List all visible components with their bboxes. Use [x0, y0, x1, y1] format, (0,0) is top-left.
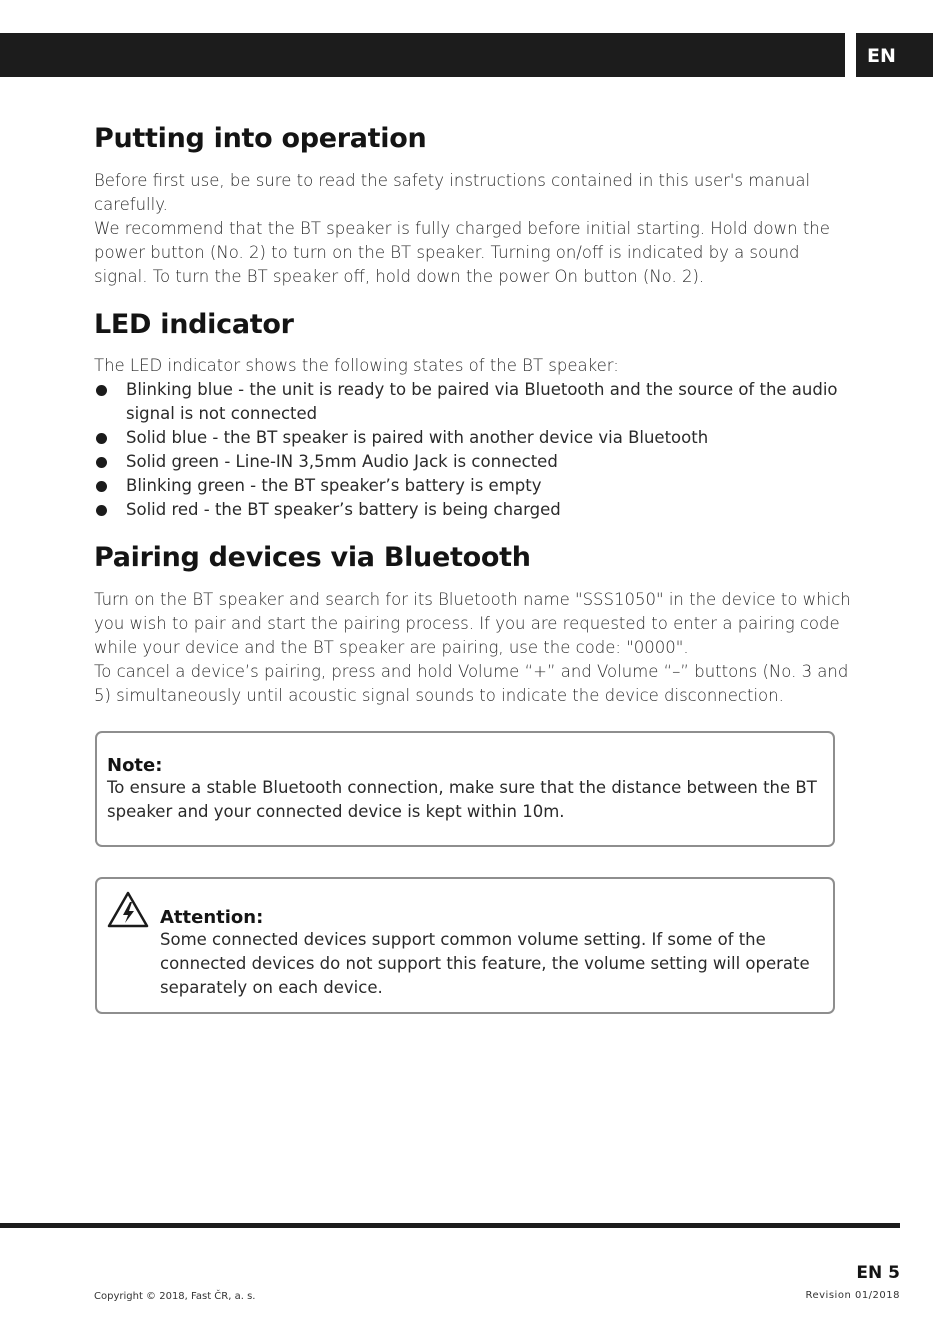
note-box — [95, 731, 835, 847]
list-item-text: Solid green - Line-IN 3,5mm Audio Jack is connected — [126, 452, 558, 471]
operation-paragraph-1: Before first use, be sure to read the safety instructions contained in this user's manual carefully. — [94, 171, 811, 214]
page-number: EN 5 — [856, 1263, 900, 1283]
header-bar — [0, 33, 845, 77]
attention-title: Attention: — [160, 907, 264, 928]
attention-box — [95, 877, 835, 1014]
list-item-text: Solid red - the BT speaker’s battery is being charged — [126, 500, 561, 519]
language-tab: EN — [856, 33, 933, 77]
list-item — [94, 450, 854, 474]
warning-triangle-icon — [107, 891, 149, 929]
operation-text — [94, 169, 854, 289]
section-title-operation: Putting into operation — [94, 123, 427, 154]
revision-text: Revision 01/2018 — [805, 1290, 900, 1301]
list-item — [94, 426, 854, 450]
bullet-icon — [96, 385, 107, 396]
attention-text: Some connected devices support common volume setting. If some of the connected devices do not support this feature, the volume setting will operate separately on each device. — [160, 930, 810, 997]
bullet-icon — [96, 457, 107, 468]
note-content — [107, 755, 827, 824]
list-item — [94, 474, 854, 498]
pairing-paragraph-2: To cancel a device’s pairing, press and hold Volume “+” and Volume “–” buttons (No. 3 and 5) simultaneously until acoustic signal sounds to indicate the device disconnection. — [94, 662, 849, 705]
footer-divider — [0, 1223, 900, 1228]
note-text: To ensure a stable Bluetooth connection, make sure that the distance between the BT speaker and your connected device is kept within 10m. — [107, 778, 817, 821]
pairing-text — [94, 588, 854, 708]
led-intro: The LED indicator shows the following states of the BT speaker: — [94, 356, 619, 375]
list-item-text: Blinking blue - the unit is ready to be paired via Bluetooth and the source of the audio signal is not connected — [126, 380, 838, 423]
bullet-icon — [96, 505, 107, 516]
list-item — [94, 498, 854, 522]
operation-paragraph-2: We recommend that the BT speaker is fully charged before initial starting. Hold down the power button (No. 2) to turn on the BT speaker. Turning on/off is indicated by a sound signal. To turn the BT speaker off, hold down the power On button (No. 2). — [94, 219, 830, 286]
attention-content — [160, 907, 820, 1000]
section-title-led: LED indicator — [94, 309, 294, 340]
led-state-list — [94, 378, 854, 522]
pairing-paragraph-1: Turn on the BT speaker and search for its Bluetooth name "SSS1050" in the device to which you wish to pair and start the pairing process. If you are requested to enter a pairing code while your device and the BT speaker are pairing, use the code: "0000". — [94, 590, 851, 657]
bullet-icon — [96, 481, 107, 492]
bullet-icon — [96, 433, 107, 444]
section-title-pairing: Pairing devices via Bluetooth — [94, 542, 531, 573]
list-item-text: Solid blue - the BT speaker is paired with another device via Bluetooth — [126, 428, 709, 447]
copyright-text: Copyright © 2018, Fast ČR, a. s. — [94, 1291, 256, 1302]
list-item-text: Blinking green - the BT speaker’s battery is empty — [126, 476, 542, 495]
list-item — [94, 378, 854, 426]
note-title: Note: — [107, 755, 163, 776]
